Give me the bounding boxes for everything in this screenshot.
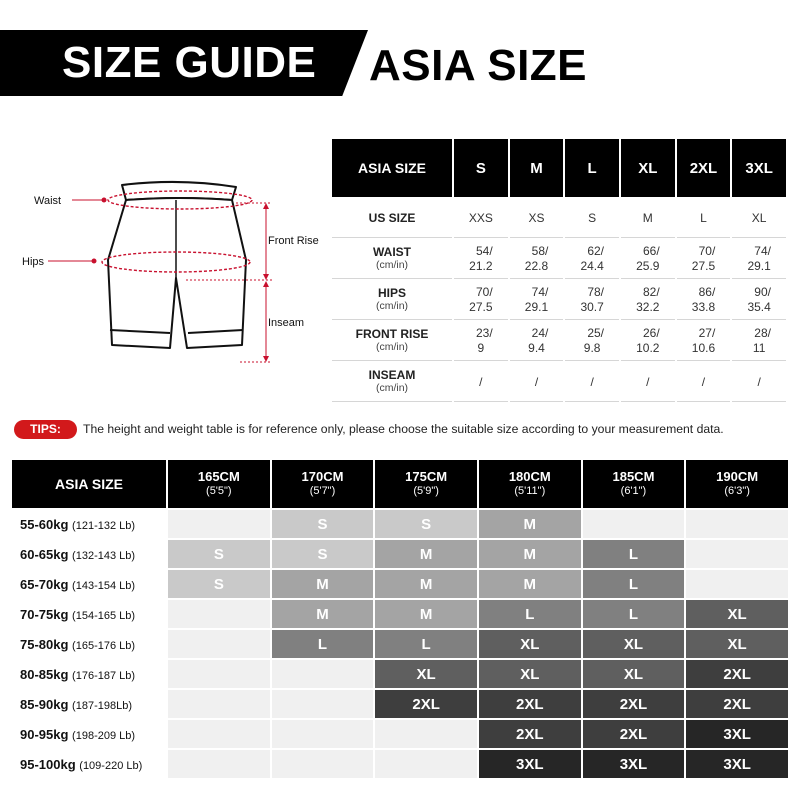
size-cell — [510, 322, 564, 361]
cell-value: / — [646, 374, 650, 389]
measure-unit: (cm/in) — [375, 382, 409, 394]
size-recommendation-cell: M — [479, 510, 581, 538]
height-header — [583, 460, 685, 508]
size-recommendation-cell: 2XL — [479, 720, 581, 748]
cell-value: / — [757, 374, 761, 389]
height-ft: (6'3") — [724, 485, 750, 497]
size-cell — [454, 199, 508, 238]
measure-name: WAIST — [373, 245, 411, 259]
size-row — [332, 281, 786, 320]
size-header-3xl: 3XL — [732, 139, 786, 197]
in-value: 27.5 — [469, 300, 493, 314]
size-recommendation-cell: M — [272, 570, 374, 598]
size-recommendation-cell: S — [168, 570, 270, 598]
cm-value: 74/ — [754, 244, 771, 258]
size-cell — [732, 199, 786, 238]
weight-row — [12, 720, 788, 748]
size-cell — [677, 199, 731, 238]
in-value: 11 — [752, 341, 766, 355]
weight-kg: 80-85kg — [20, 666, 69, 682]
in-value: 10.2 — [636, 341, 660, 355]
cm-value: 28/ — [754, 326, 771, 340]
size-cell — [565, 199, 619, 238]
height-header — [375, 460, 477, 508]
cm-value: 54/ — [476, 244, 493, 258]
size-cell — [732, 322, 786, 361]
height-cm: 165CM — [197, 469, 240, 484]
in-value: 32.2 — [636, 300, 660, 314]
height-ft: (6'1") — [620, 485, 647, 497]
size-header-s: S — [454, 139, 508, 197]
size-cell — [454, 363, 508, 402]
size-recommendation-cell — [686, 540, 788, 568]
in-value: 29.1 — [524, 300, 549, 314]
size-recommendation-cell: 3XL — [583, 750, 685, 778]
size-header-label: ASIA SIZE — [332, 139, 452, 197]
in-value: 9.4 — [528, 341, 545, 355]
in-value: 25.9 — [636, 259, 660, 273]
size-recommendation-cell: L — [583, 570, 685, 598]
measure-unit: (cm/in) — [375, 341, 409, 353]
size-row — [332, 322, 786, 361]
size-recommendation-cell: 3XL — [479, 750, 581, 778]
height-ft: (5'5") — [206, 485, 232, 497]
weight-kg: 65-70kg — [20, 576, 69, 592]
size-cell — [621, 199, 675, 238]
size-cell — [677, 363, 731, 402]
size-cell — [565, 363, 619, 402]
size-recommendation-cell: XL — [479, 660, 581, 688]
size-recommendation-cell — [168, 600, 270, 628]
in-value: 30.7 — [580, 300, 604, 314]
size-recommendation-cell — [168, 690, 270, 718]
size-recommendation-cell: S — [168, 540, 270, 568]
size-recommendation-cell: L — [272, 630, 374, 658]
weight-kg: 95-100kg — [20, 756, 76, 772]
weight-kg: 75-80kg — [20, 636, 69, 652]
in-value: 24.4 — [580, 259, 604, 273]
size-cell — [454, 281, 508, 320]
weight-lb: (132-143 Lb) — [72, 549, 136, 562]
page-subtitle: ASIA SIZE — [369, 41, 588, 90]
size-recommendation-cell: M — [375, 540, 477, 568]
size-header-2xl: 2XL — [677, 139, 731, 197]
size-cell — [510, 281, 564, 320]
size-recommendation-cell: XL — [583, 660, 685, 688]
cell-value: / — [701, 374, 706, 389]
size-recommendation-cell — [272, 720, 374, 748]
cell-value: S — [588, 210, 597, 225]
size-recommendation-cell — [168, 720, 270, 748]
size-recommendation-cell: 3XL — [686, 720, 788, 748]
size-cell — [454, 240, 508, 279]
size-recommendation-cell — [272, 750, 374, 778]
size-recommendation-cell: M — [479, 570, 581, 598]
size-cell — [621, 281, 675, 320]
size-cell — [621, 363, 675, 402]
size-recommendation-cell: 3XL — [686, 750, 788, 778]
weight-label — [12, 510, 166, 538]
weight-row — [12, 690, 788, 718]
size-recommendation-cell: 2XL — [583, 690, 685, 718]
weight-label — [12, 540, 166, 568]
size-recommendation-cell — [168, 510, 270, 538]
cm-value: 82/ — [642, 285, 660, 299]
in-value: 9 — [477, 341, 485, 355]
height-cm: 170CM — [301, 469, 344, 484]
size-cell — [732, 363, 786, 402]
size-recommendation-cell — [583, 510, 685, 538]
cm-value: 74/ — [531, 285, 549, 299]
size-cell — [510, 199, 564, 238]
size-recommendation-cell: M — [375, 600, 477, 628]
weight-lb: (109-220 Lb) — [79, 759, 143, 772]
size-cell — [677, 322, 731, 361]
weight-kg: 85-90kg — [20, 696, 69, 712]
cm-value: 27/ — [698, 326, 716, 340]
cell-value: XS — [528, 210, 545, 225]
size-row — [332, 363, 786, 402]
tips-text: The height and weight table is for reference only, please choose the suitable size according to your measurement data. — [83, 422, 724, 436]
size-recommendation-cell: XL — [375, 660, 477, 688]
size-cell — [621, 240, 675, 279]
size-recommendation-cell: 2XL — [375, 690, 477, 718]
measure-unit: (cm/in) — [375, 300, 409, 312]
weight-kg: 90-95kg — [20, 726, 69, 742]
size-header-m: M — [510, 139, 564, 197]
weight-label — [12, 720, 166, 748]
size-row-label — [332, 363, 452, 402]
size-recommendation-cell: XL — [686, 630, 788, 658]
front-rise-label: Front Rise — [268, 235, 319, 247]
weight-label — [12, 690, 166, 718]
cm-value: 90/ — [754, 285, 771, 299]
height-header — [168, 460, 270, 508]
size-recommendation-cell: S — [375, 510, 477, 538]
in-value: 22.8 — [524, 259, 549, 273]
page-title: SIZE GUIDE — [62, 38, 317, 87]
hw-header-row — [12, 460, 788, 508]
cell-value: L — [700, 210, 707, 225]
size-recommendation-cell: M — [272, 600, 374, 628]
measure-name: INSEAM — [368, 368, 416, 382]
size-recommendation-cell — [375, 720, 477, 748]
size-row — [332, 240, 786, 279]
weight-label — [12, 660, 166, 688]
cm-value: 70/ — [476, 285, 493, 299]
in-value: 35.4 — [747, 300, 771, 314]
measure-name: HIPS — [377, 286, 406, 300]
height-cm: 175CM — [405, 469, 448, 484]
cm-value: 78/ — [587, 285, 604, 299]
size-recommendation-cell: S — [272, 510, 374, 538]
hips-label: Hips — [22, 256, 45, 268]
weight-kg: 55-60kg — [20, 516, 69, 532]
size-recommendation-cell: M — [479, 540, 581, 568]
size-row — [332, 199, 786, 238]
height-cm: 190CM — [716, 469, 759, 484]
size-cell — [510, 363, 564, 402]
weight-row — [12, 540, 788, 568]
size-cell — [565, 240, 619, 279]
measure-name: FRONT RISE — [355, 327, 429, 341]
height-header — [272, 460, 374, 508]
tips-badge: TIPS: — [14, 420, 77, 439]
size-header-l: L — [565, 139, 619, 197]
cm-value: 86/ — [698, 285, 716, 299]
size-row-label — [332, 281, 452, 320]
size-recommendation-cell: 2XL — [479, 690, 581, 718]
shorts-illustration — [108, 182, 246, 348]
in-value: 10.6 — [691, 341, 716, 355]
size-recommendation-cell: XL — [479, 630, 581, 658]
weight-lb: (176-187 Lb) — [72, 669, 136, 682]
in-value: 27.5 — [691, 259, 716, 273]
cm-value: 24/ — [531, 326, 549, 340]
size-cell — [621, 322, 675, 361]
size-cell — [732, 281, 786, 320]
weight-label — [12, 750, 166, 778]
weight-row — [12, 750, 788, 778]
cell-value: XL — [751, 210, 767, 225]
weight-row — [12, 510, 788, 538]
cm-value: 66/ — [642, 244, 660, 258]
measure-name: US SIZE — [368, 210, 416, 225]
in-value: 21.2 — [469, 259, 493, 273]
size-recommendation-cell: 2XL — [686, 690, 788, 718]
size-header-xl: XL — [621, 139, 675, 197]
cell-value: M — [642, 210, 653, 225]
size-cell — [732, 240, 786, 279]
weight-lb: (165-176 Lb) — [72, 639, 136, 652]
cell-value: / — [479, 374, 483, 389]
height-header — [686, 460, 788, 508]
waist-label: Waist — [34, 195, 62, 207]
size-recommendation-cell — [375, 750, 477, 778]
size-recommendation-cell: L — [583, 540, 685, 568]
size-recommendation-cell: 2XL — [583, 720, 685, 748]
cm-value: 62/ — [587, 244, 604, 258]
in-value: 29.1 — [747, 259, 771, 273]
weight-label — [12, 630, 166, 658]
weight-row — [12, 600, 788, 628]
size-cell — [677, 281, 731, 320]
size-cell — [677, 240, 731, 279]
size-recommendation-cell: L — [479, 600, 581, 628]
size-recommendation-cell: S — [272, 540, 374, 568]
height-ft: (5'9") — [413, 485, 439, 497]
size-recommendation-cell: L — [375, 630, 477, 658]
weight-lb: (121-132 Lb) — [72, 519, 136, 532]
weight-row — [12, 660, 788, 688]
cell-value: / — [590, 374, 594, 389]
height-ft: (5'7") — [309, 485, 336, 497]
size-row-label — [332, 199, 452, 238]
height-cm: 180CM — [508, 469, 551, 484]
size-recommendation-cell — [686, 510, 788, 538]
size-row-label — [332, 240, 452, 279]
size-cell — [454, 322, 508, 361]
size-recommendation-cell — [168, 630, 270, 658]
weight-label — [12, 570, 166, 598]
height-weight-table — [10, 458, 790, 780]
size-recommendation-cell — [272, 690, 374, 718]
size-header-row — [332, 139, 786, 197]
size-measurement-table — [330, 137, 788, 404]
size-recommendation-cell: L — [583, 600, 685, 628]
size-recommendation-cell — [168, 660, 270, 688]
cm-value: 70/ — [698, 244, 716, 258]
cm-value: 58/ — [531, 244, 549, 258]
weight-lb: (143-154 Lb) — [72, 579, 136, 592]
shorts-diagram — [0, 170, 330, 380]
in-value: 9.8 — [583, 341, 601, 355]
size-recommendation-cell — [272, 660, 374, 688]
height-ft: (5'11") — [514, 485, 546, 497]
weight-row — [12, 570, 788, 598]
cell-value: / — [534, 374, 539, 389]
hw-header-label: ASIA SIZE — [12, 460, 166, 508]
height-cm: 185CM — [612, 469, 655, 484]
size-recommendation-cell — [168, 750, 270, 778]
weight-lb: (198-209 Lb) — [72, 729, 136, 742]
weight-label — [12, 600, 166, 628]
size-recommendation-cell: M — [375, 570, 477, 598]
measure-unit: (cm/in) — [375, 259, 409, 271]
size-recommendation-cell: 2XL — [686, 660, 788, 688]
cm-value: 23/ — [476, 326, 493, 340]
size-recommendation-cell: XL — [686, 600, 788, 628]
size-cell — [565, 281, 619, 320]
cell-value: XXS — [468, 210, 493, 225]
cm-value: 26/ — [642, 326, 660, 340]
cm-value: 25/ — [587, 326, 604, 340]
weight-kg: 60-65kg — [20, 546, 69, 562]
weight-kg: 70-75kg — [20, 606, 69, 622]
weight-lb: (154-165 Lb) — [72, 609, 136, 622]
inseam-label: Inseam — [268, 317, 305, 329]
in-value: 33.8 — [691, 300, 716, 314]
size-row-label — [332, 322, 452, 361]
size-recommendation-cell — [686, 570, 788, 598]
weight-lb: (187-198Lb) — [72, 699, 132, 712]
height-header — [479, 460, 581, 508]
weight-row — [12, 630, 788, 658]
size-recommendation-cell: XL — [583, 630, 685, 658]
size-cell — [565, 322, 619, 361]
size-cell — [510, 240, 564, 279]
